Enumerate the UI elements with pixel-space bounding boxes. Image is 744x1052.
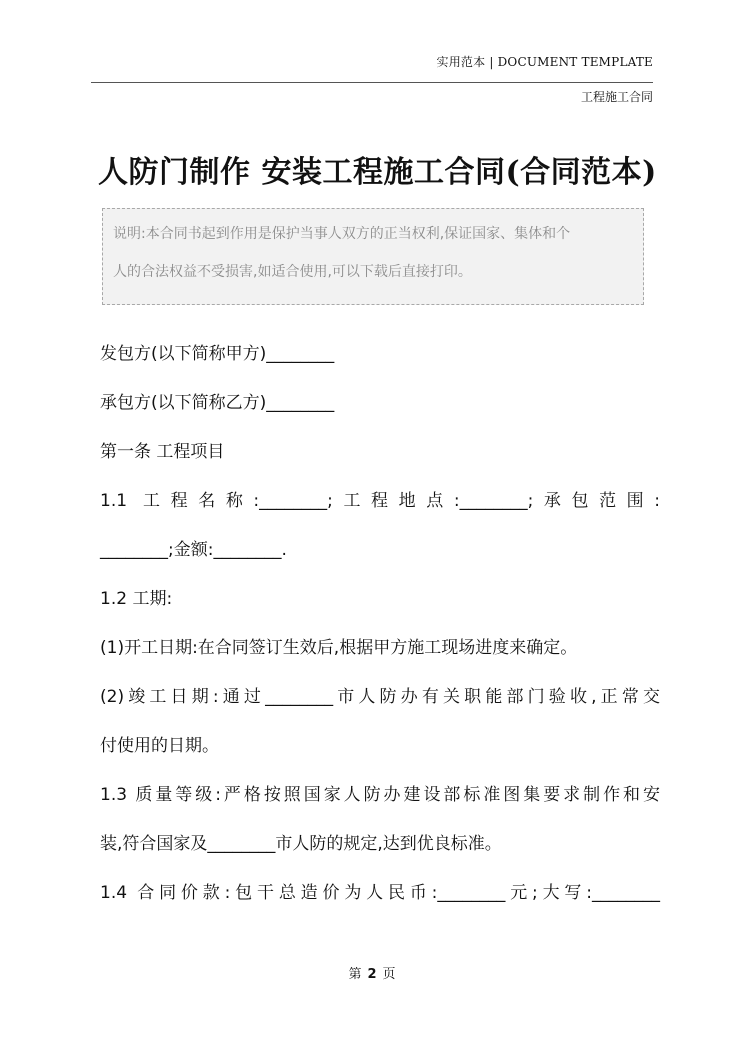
item-1-4-line: 1.4 合同价款:包干总造价为人民币:________元;大写:________: [100, 883, 660, 903]
page-footer: [0, 963, 744, 982]
article-1-heading: 第一条 工程项目: [100, 442, 225, 462]
description-note-box: [102, 208, 644, 305]
item-1-1-line-2: ________;金额:________.: [100, 540, 287, 560]
party-b-line: 承包方(以下简称乙方)________: [100, 393, 335, 413]
item-1-3-line-1: 1.3 质量等级:严格按照国家人防办建设部标准图集要求制作和安: [100, 785, 660, 805]
page-number: 2: [367, 967, 377, 982]
header-divider: [91, 82, 653, 83]
page-prefix: 第: [348, 967, 362, 982]
note-line-2: 人的合法权益不受损害,如适合使用,可以下载后直接打印。: [113, 264, 472, 280]
item-1-1-line-1: 1.1 工程名称:________;工程地点:________;承包范围:: [100, 491, 660, 511]
header-category-label: 工程施工合同: [580, 90, 653, 104]
item-1-2-completion-line-1: (2)竣工日期:通过________市人防办有关职能部门验收,正常交: [100, 687, 660, 707]
note-line-1: 说明:本合同书起到作用是保护当事人双方的正当权利,保证国家、集体和个: [113, 226, 571, 242]
party-a-line: 发包方(以下简称甲方)________: [100, 344, 335, 364]
item-1-2-heading: 1.2 工期:: [100, 589, 173, 609]
page-suffix: 页: [382, 967, 396, 982]
contract-body: [100, 330, 660, 918]
item-1-2-completion-line-2: 付使用的日期。: [100, 736, 219, 756]
header-document-template-label: 实用范本 | DOCUMENT TEMPLATE: [436, 55, 653, 69]
item-1-3-line-2: 装,符合国家及________市人防的规定,达到优良标准。: [100, 834, 502, 854]
document-title: 人防门制作 安装工程施工合同(合同范本): [98, 155, 657, 191]
item-1-2-start-date: (1)开工日期:在合同签订生效后,根据甲方施工现场进度来确定。: [100, 638, 578, 658]
